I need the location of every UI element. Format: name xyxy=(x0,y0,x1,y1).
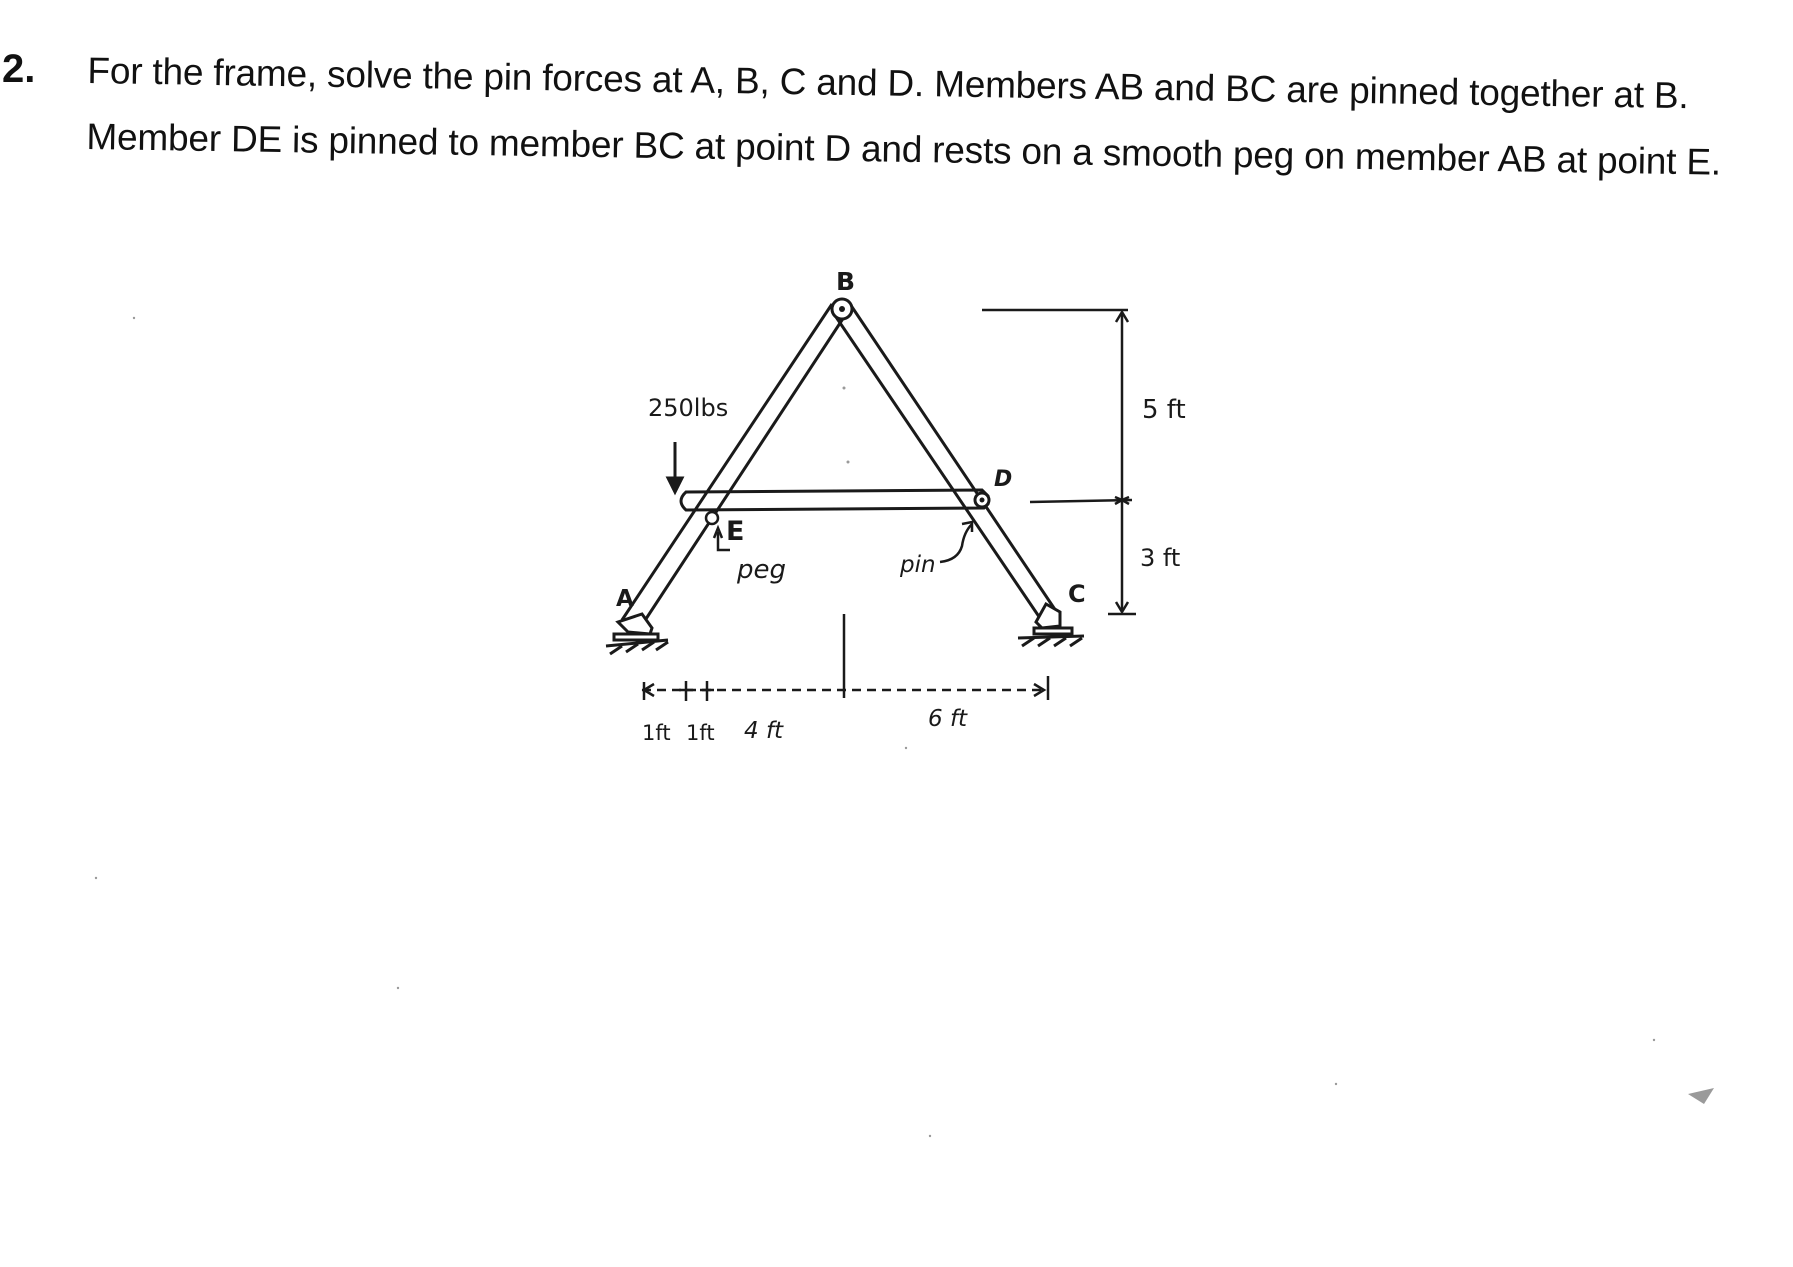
lower-height-label: 3 ft xyxy=(1140,544,1181,572)
load-arrow xyxy=(668,442,682,492)
support-a xyxy=(606,614,668,654)
peg-label: peg xyxy=(737,555,787,585)
span-1ft-first-label: 1ft xyxy=(642,721,671,745)
label-a: A xyxy=(616,586,634,612)
pin-label: pin xyxy=(900,552,936,578)
label-e: E xyxy=(726,516,745,547)
problem-statement: For the frame, solve the pin forces at A, B, C and D. Members AB and BC are pinned together at B. Member DE is pinned to member BC at point D and rests on a smooth peg on member AB at point E. xyxy=(86,49,1722,183)
problem-number: 2. xyxy=(2,47,36,91)
scan-specks xyxy=(95,317,1714,1137)
member-bc xyxy=(834,304,1058,624)
pin-leader xyxy=(940,522,972,562)
upper-height-label: 5 ft xyxy=(1142,395,1186,425)
peg-e xyxy=(706,512,718,524)
label-c: C xyxy=(1068,580,1086,608)
span-6ft-label: 6 ft xyxy=(928,706,968,732)
span-4ft-label: 4 ft xyxy=(744,718,784,744)
member-ab xyxy=(622,304,846,628)
pin-d xyxy=(975,493,989,507)
support-c xyxy=(1018,604,1084,646)
horizontal-dimension xyxy=(642,614,1048,701)
load-label: 250lbs xyxy=(648,394,729,422)
member-de xyxy=(681,490,988,510)
pin-b xyxy=(832,299,852,319)
span-1ft-second-label: 1ft xyxy=(686,721,715,745)
label-b: B xyxy=(836,267,856,296)
label-d: D xyxy=(994,467,1013,492)
